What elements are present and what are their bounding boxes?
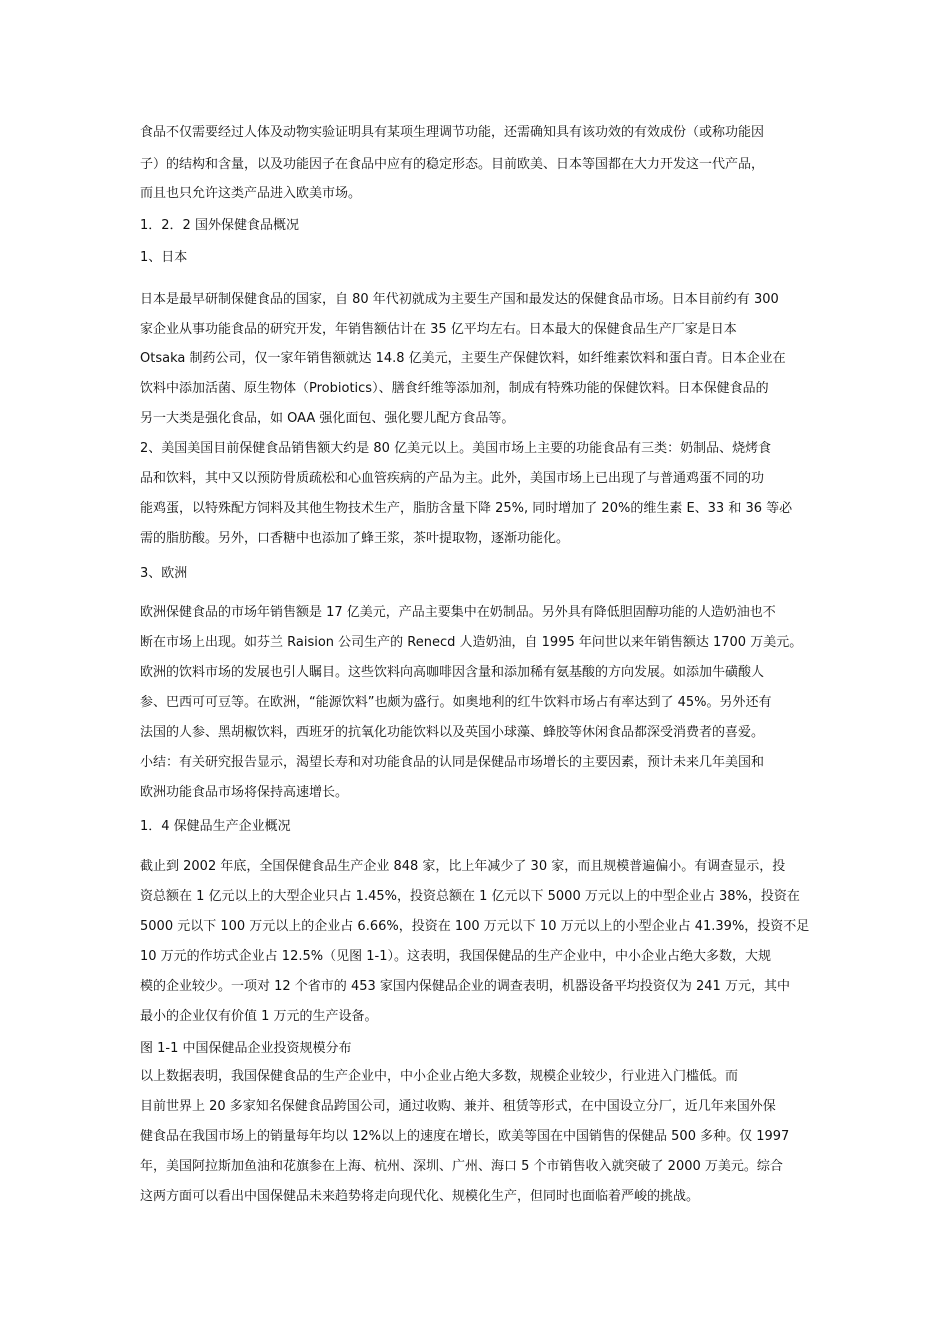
subsection-heading: 3、欧洲	[140, 566, 188, 581]
paragraph-line: 家企业从事功能食品的研究开发，年销售额估计在 35 亿平均左右。日本最大的保健食品生产厂家是日本	[140, 322, 737, 337]
paragraph-line: 最小的企业仅有价值 1 万元的生产设备。	[140, 1009, 378, 1024]
paragraph-line: 目前世界上 20 多家知名保健食品跨国公司，通过收购、兼并、租赁等形式，在中国设立分厂，近几年来国外保	[140, 1099, 776, 1114]
paragraph-line: Otsaka 制药公司，仅一家年销售额就达 14.8 亿美元，主要生产保健饮料，如纤维素饮料和蛋白青。日本企业在	[140, 351, 786, 366]
paragraph-line: 子）的结构和含量，以及功能因子在食品中应有的稳定形态。目前欧美、日本等国都在大力开发这一代产品，	[140, 157, 765, 172]
paragraph-line: 健食品在我国市场上的销量每年均以 12%以上的速度在增长，欧美等国在中国销售的保健品 500 多种。仅 1997	[140, 1129, 790, 1144]
paragraph-line: 饮料中添加活菌、原生物体（Probiotics）、膳食纤维等添加剂，制成有特殊功能的保健饮料。日本保健食品的	[140, 381, 769, 396]
paragraph-line: 参、巴西可可豆等。在欧洲，“能源饮料”也颇为盛行。如奥地利的红牛饮料市场占有率达到了 45%。另外还有	[140, 695, 772, 710]
paragraph-line: 欧洲保健食品的市场年销售额是 17 亿美元，产品主要集中在奶制品。另外具有降低胆固醇功能的人造奶油也不	[140, 605, 776, 620]
paragraph-line: 食品不仅需要经过人体及动物实验证明具有某项生理调节功能，还需确知具有该功效的有效成份（或称功能因	[140, 125, 765, 140]
paragraph-line: 断在市场上出现。如芬兰 Raision 公司生产的 Renecd 人造奶油，自 1995 年问世以来年销售额达 1700 万美元。	[140, 635, 803, 650]
paragraph-line: 资总额在 1 亿元以上的大型企业只占 1.45%，投资总额在 1 亿元以下 5000 万元以上的中型企业占 38%，投资在	[140, 889, 800, 904]
paragraph-line: 欧洲的饮料市场的发展也引人瞩目。这些饮料向高咖啡因含量和添加稀有氨基酸的方向发展。如添加牛磺酸人	[140, 665, 765, 680]
paragraph-line: 以上数据表明，我国保健食品的生产企业中，中小企业占绝大多数，规模企业较少，行业进入门槛低。而	[140, 1069, 739, 1084]
summary-line: 小结：有关研究报告显示，渴望长寿和对功能食品的认同是保健品市场增长的主要因素，预计未来几年美国和	[140, 755, 765, 770]
paragraph-line: 而且也只允许这类产品进入欧美市场。	[140, 186, 362, 201]
paragraph-line: 能鸡蛋，以特殊配方饲料及其他生物技术生产，脂肪含量下降 25%, 同时增加了 20%的维生素 E、33 和 36 等必	[140, 501, 793, 516]
paragraph-line: 模的企业较少。一项对 12 个省市的 453 家国内保健品企业的调查表明，机器设备平均投资仅为 241 万元，其中	[140, 979, 790, 994]
paragraph-line: 年，美国阿拉斯加鱼油和花旗参在上海、杭州、深圳、广州、海口 5 个市销售收入就突破了 2000 万美元。综合	[140, 1159, 783, 1174]
paragraph-line: 法国的人参、黑胡椒饮料，西班牙的抗氧化功能饮料以及英国小球藻、蜂胶等休闲食品都深受消费者的喜爱。	[140, 725, 765, 740]
paragraph-line: 需的脂肪酸。另外，口香糖中也添加了蜂王浆，茶叶提取物，逐渐功能化。	[140, 531, 570, 546]
figure-caption: 图 1-1 中国保健品企业投资规模分布	[140, 1041, 352, 1056]
paragraph-line: 10 万元的作坊式企业占 12.5%（见图 1-1）。这表明，我国保健品的生产企业中，中小企业占绝大多数，大规	[140, 949, 771, 964]
paragraph-line: 品和饮料，其中又以预防骨质疏松和心血管疾病的产品为主。此外，美国市场上已出现了与普通鸡蛋不同的功	[140, 471, 765, 486]
paragraph-line: 日本是最早研制保健食品的国家，自 80 年代初就成为主要生产国和最发达的保健食品市场。日本目前约有 300	[140, 292, 779, 307]
paragraph-line: 截止到 2002 年底，全国保健食品生产企业 848 家，比上年减少了 30 家，而且规模普遍偏小。有调查显示，投	[140, 859, 786, 874]
section-heading: 1．4 保健品生产企业概况	[140, 819, 291, 834]
summary-line: 欧洲功能食品市场将保持高速增长。	[140, 785, 349, 800]
paragraph-line: 另一大类是强化食品，如 OAA 强化面包、强化婴儿配方食品等。	[140, 411, 515, 426]
paragraph-line: 2、美国美国目前保健食品销售额大约是 80 亿美元以上。美国市场上主要的功能食品有三类：奶制品、烧烤食	[140, 441, 772, 456]
subsection-heading: 1、日本	[140, 250, 188, 265]
paragraph-line: 这两方面可以看出中国保健品未来趋势将走向现代化、规模化生产，但同时也面临着严峻的挑战。	[140, 1189, 700, 1204]
section-heading: 1．2．2 国外保健食品概况	[140, 218, 299, 233]
paragraph-line: 5000 元以下 100 万元以上的企业占 6.66%，投资在 100 万元以下 10 万元以上的小型企业占 41.39%，投资不足	[140, 919, 810, 934]
